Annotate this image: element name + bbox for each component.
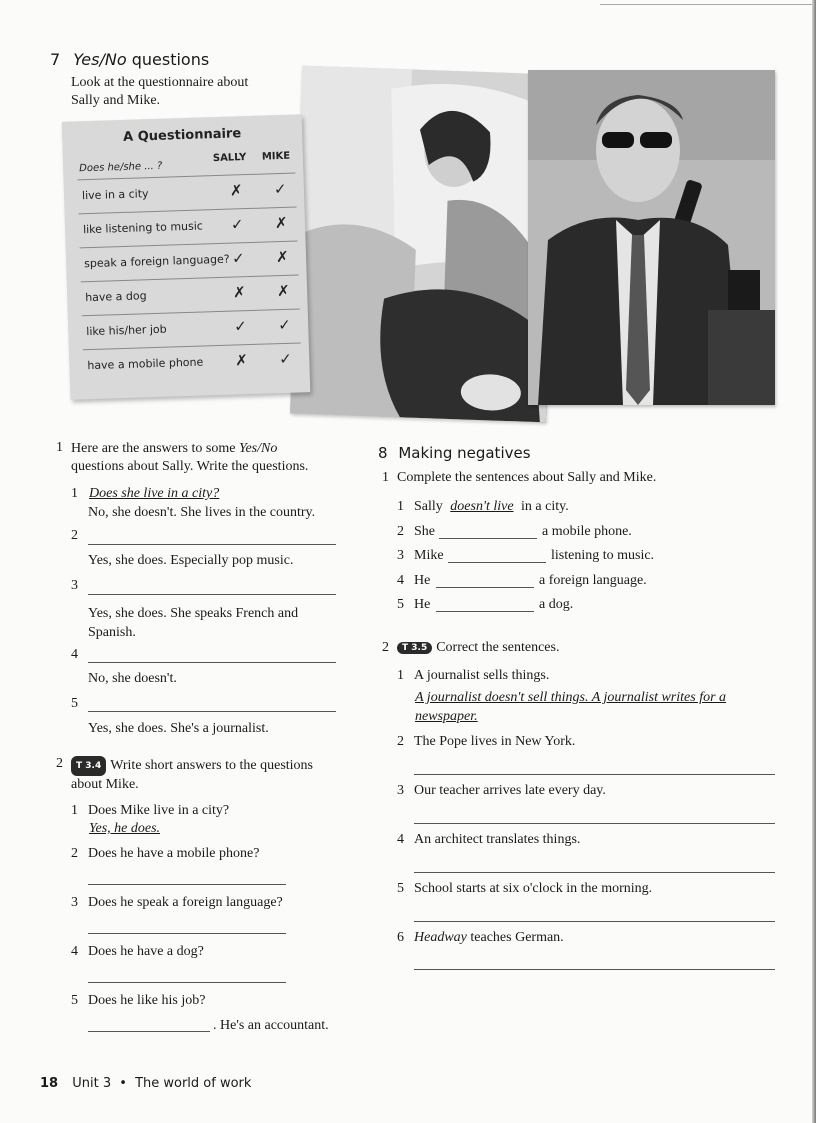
questionnaire-row-label: speak a foreign language?: [83, 252, 230, 271]
mike-mark-icon: ✓: [277, 315, 292, 335]
ex1-question-field-3[interactable]: [88, 580, 336, 595]
s8-rest: listening to music.: [551, 548, 655, 563]
ex1-given-answer: Yes, she does. She's a journalist.: [88, 721, 269, 736]
ex1-question-answer: Does she live in a city?: [89, 486, 220, 501]
sally-mark-icon: ✓: [230, 215, 244, 234]
s8-exercise-2-instr-text: Correct the sentences.: [436, 640, 560, 655]
photo-man-mobile-phone: [528, 70, 775, 405]
item-number: 3: [71, 895, 78, 910]
s8-sentence-italic: Headway: [414, 930, 467, 945]
questionnaire-row-label: live in a city: [81, 187, 149, 203]
s8-exercise-1-number: 1: [382, 470, 389, 485]
page-edge-shadow: [812, 0, 816, 1123]
s8-subject: Mike: [414, 548, 444, 563]
sally-mark-icon: ✗: [229, 181, 243, 200]
section-8-number: 8: [378, 444, 388, 462]
s8-exercise-1-instruction: Complete the sentences about Sally and Mike.: [397, 470, 657, 485]
questionnaire-title: A Questionnaire: [122, 126, 242, 145]
s8-corrected-answer: [415, 688, 775, 726]
ex2-question: Does he have a mobile phone?: [88, 846, 260, 861]
item-number: 3: [397, 783, 404, 798]
ex2-question: Does he speak a foreign language?: [88, 895, 283, 910]
item-number: 5: [71, 993, 78, 1008]
photo-woman-listening-music: [290, 66, 558, 423]
s8-blank-5[interactable]: [436, 597, 534, 612]
section-7-heading: [50, 50, 209, 69]
exercise-2-instr-b: about Mike.: [71, 777, 139, 792]
s8-incorrect-sentence: A journalist sells things.: [414, 668, 550, 683]
item-number: 1: [71, 803, 78, 818]
ex1-question-field-4[interactable]: [88, 648, 336, 663]
sally-mark-icon: ✓: [231, 249, 245, 268]
ex2-answer-field-4[interactable]: [88, 968, 286, 983]
s8-blank-3[interactable]: [448, 548, 546, 563]
s8-sentence-rest: teaches German.: [466, 930, 564, 945]
item-number: 1: [397, 668, 404, 683]
ex2-question: Does Mike live in a city?: [88, 803, 230, 818]
s8-exercise-2-instruction: [397, 640, 559, 656]
mike-mark-icon: ✗: [275, 247, 289, 267]
ex1-given-answer: No, she doesn't.: [88, 671, 177, 686]
section-7-number: 7: [50, 50, 61, 69]
ex2-question: Does he like his job?: [88, 993, 206, 1008]
s8-subject: She: [414, 524, 435, 539]
photo-woman-illustration: [290, 66, 558, 423]
item-number: 4: [71, 647, 78, 662]
ex1-given-answer-line2: Spanish.: [88, 625, 136, 640]
exercise-1-number: 1: [56, 440, 63, 455]
s8-incorrect-sentence: An architect translates things.: [414, 832, 581, 847]
s8-correction-field-4[interactable]: [414, 858, 775, 873]
audio-track-badge[interactable]: T 3.4: [71, 756, 106, 776]
section-7-title-rest: questions: [126, 50, 210, 69]
s8-correction-field-5[interactable]: [414, 907, 775, 922]
s8-subject: He: [414, 597, 431, 612]
ex2-answer-tail: . He's an accountant.: [213, 1018, 329, 1033]
s8-incorrect-sentence: School starts at six o'clock in the morning.: [414, 881, 653, 896]
s8-correction-field-3[interactable]: [414, 809, 775, 824]
s8-rest: a foreign language.: [539, 573, 647, 588]
item-number: 2: [397, 734, 404, 749]
s8-corrected-line1: A journalist doesn't sell things. A journalist writes for a: [415, 690, 727, 705]
questionnaire-row-label: have a mobile phone: [87, 355, 204, 373]
photo-man-illustration: [528, 70, 775, 405]
ex1-given-answer-line1: Yes, she does. She speaks French and: [88, 606, 299, 621]
footer-topic: The world of work: [135, 1076, 252, 1091]
item-number: 4: [71, 944, 78, 959]
mike-mark-icon: ✓: [273, 179, 287, 199]
questionnaire-row-label: like his/her job: [86, 322, 167, 339]
questionnaire-col-sally: SALLY: [212, 152, 247, 165]
ex2-answer-field-3[interactable]: [88, 919, 286, 934]
page-footer: [40, 1076, 251, 1091]
item-number: 6: [397, 930, 404, 945]
questionnaire-row: [83, 342, 302, 384]
item-number: 3: [397, 548, 404, 563]
ex2-answer-field-5[interactable]: [88, 1017, 210, 1032]
mike-mark-icon: ✓: [278, 349, 293, 369]
s8-incorrect-sentence: The Pope lives in New York.: [414, 734, 576, 749]
s8-correction-field-6[interactable]: [414, 955, 775, 970]
section-8-title: Making negatives: [398, 444, 531, 462]
exercise-2-instr-a: Write short answers to the questions: [110, 758, 314, 773]
audio-track-badge[interactable]: T 3.5: [397, 642, 432, 654]
sally-mark-icon: ✗: [234, 351, 249, 370]
s8-incorrect-sentence: Our teacher arrives late every day.: [414, 783, 606, 798]
section-7-intro-line1: Look at the questionnaire about: [71, 75, 249, 90]
mike-mark-icon: ✗: [274, 213, 288, 233]
ex1-question-field-2[interactable]: [88, 530, 336, 545]
item-number: 4: [397, 573, 404, 588]
exercise-1-instruction: [71, 440, 341, 476]
s8-sample-answer: doesn't live: [450, 499, 514, 514]
questionnaire-col-mike: MIKE: [261, 150, 291, 163]
section-7-intro: [71, 74, 248, 110]
page-number: 18: [40, 1076, 59, 1091]
item-number: 2: [71, 528, 78, 543]
item-number: 5: [71, 696, 78, 711]
s8-sentence: [414, 499, 569, 515]
sally-mark-icon: ✗: [232, 283, 246, 302]
ex1-given-answer: Yes, she does. Especially pop music.: [88, 553, 294, 568]
item-number: 1: [71, 486, 78, 501]
item-number: 3: [71, 578, 78, 593]
s8-blank-4[interactable]: [436, 573, 534, 588]
exercise-1-instr-italic: Yes/No: [238, 441, 278, 456]
exercise-2-instruction: [71, 756, 346, 794]
ex1-given-answer: No, she doesn't. She lives in the country.: [88, 505, 316, 520]
s8-correction-field-2[interactable]: [414, 760, 775, 775]
s8-subject: Sally: [414, 499, 443, 514]
exercise-2-number: 2: [56, 756, 63, 771]
questionnaire-row-label: like listening to music: [82, 219, 204, 237]
questionnaire-col-question: Does he/she ... ?: [79, 160, 163, 175]
questionnaire-card: [62, 114, 311, 399]
exercise-1-instr-a: Here are the answers to some: [71, 441, 239, 456]
item-number: 1: [397, 499, 404, 514]
s8-incorrect-sentence: [414, 930, 564, 946]
item-number: 2: [71, 846, 78, 861]
item-number: 4: [397, 832, 404, 847]
ex2-answer-field-2[interactable]: [88, 870, 286, 885]
ex1-question-field-5[interactable]: [88, 697, 336, 712]
page-top-rule: [600, 4, 816, 5]
section-7-intro-line2: Sally and Mike.: [71, 93, 161, 108]
footer-separator: •: [119, 1076, 127, 1091]
item-number: 2: [397, 524, 404, 539]
questionnaire-row-label: have a dog: [85, 289, 147, 305]
section-7-title-italic: Yes/No: [73, 50, 127, 69]
mike-mark-icon: ✗: [276, 281, 290, 301]
exercise-1-instr-b: questions about Sally. Write the questions.: [71, 459, 309, 474]
s8-rest: a dog.: [539, 597, 574, 612]
ex2-sample-answer: Yes, he does.: [89, 821, 161, 836]
ex1-given-answer: [88, 604, 298, 642]
section-8-heading: [378, 444, 531, 462]
ex2-question: Does he have a dog?: [88, 944, 204, 959]
item-number: 5: [397, 881, 404, 896]
s8-corrected-line2: newspaper.: [415, 709, 478, 724]
s8-blank-2[interactable]: [439, 524, 537, 539]
sally-mark-icon: ✓: [233, 317, 248, 336]
item-number: 5: [397, 597, 404, 612]
s8-rest: in a city.: [521, 499, 569, 514]
footer-unit: Unit 3: [72, 1076, 112, 1091]
s8-exercise-2-number: 2: [382, 640, 389, 655]
s8-rest: a mobile phone.: [542, 524, 632, 539]
s8-subject: He: [414, 573, 431, 588]
